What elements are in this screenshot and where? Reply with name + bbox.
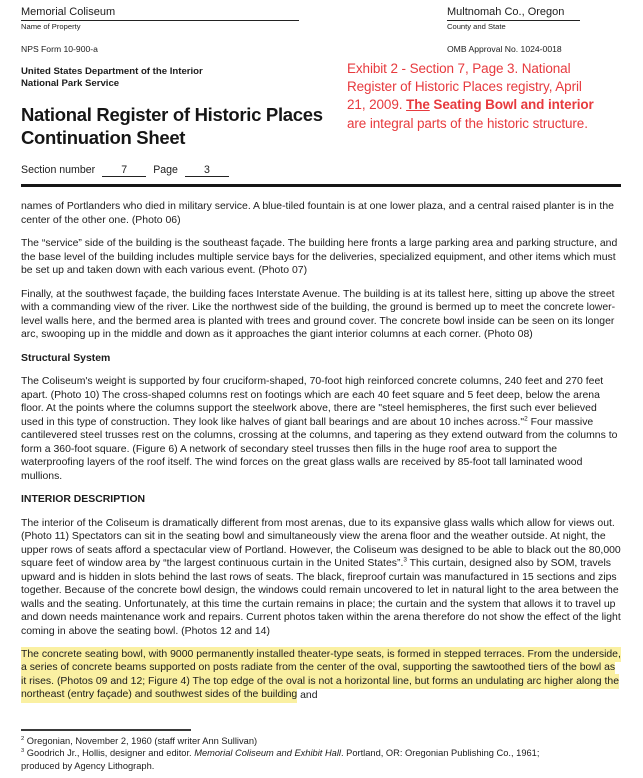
county-state-block (447, 6, 580, 32)
agency-line-1: United States Department of the Interior (21, 66, 203, 77)
section-number-label: Section number (21, 164, 96, 176)
body-paragraph-5: The interior of the Coliseum is dramatically different from most arenas, due to its expansive glass walls which allow for views out. (Photo 11) Spectators can sit in the seating bowl and simultaneously view the arena floor and the weather outside. At night, the upper rows of seats afford a spectacular view of Portland. However, the Coliseum was designed to be able to black out the 80,000 square feet of window area by “the largest continuous curtain in the United States”.$^3$ This curtain, designed also by SOM, travels upward and is hidden in slots behind the last rows of seats. The black, fireproof curtain was manufactured in 15 sections and zips together. Because of the concrete bowl design, the windows could remain uncovered to let in natural light to the area between the walls and the seating. Unfortunately, at this time the curtain remains in place; the curtain and the system that allows it to travel up and down needs maintenance work and repairs. Current photos taken within the arena therefore do not show the effect of the light coming in above the seating bowl. (Photos 12 and 14) (21, 517, 621, 637)
section-number-value: 7 (102, 164, 146, 177)
page-label: Page (153, 164, 178, 176)
agency-line-2: National Park Service (21, 77, 120, 89)
omb-approval-number: OMB Approval No. 1024-0018 (447, 44, 562, 54)
footnotes-block (21, 729, 621, 772)
body-text (21, 200, 621, 702)
section-page-row (21, 163, 621, 177)
property-name-label: Name of Property (21, 22, 81, 31)
heading-interior-description: INTERIOR DESCRIPTION (21, 494, 146, 505)
page-number-value: 3 (185, 164, 229, 177)
body-paragraph-3: Finally, at the southwest façade, the building faces Interstate Avenue. The building is at its tallest here, sitting up above the street with a commanding view of the river. Like the northwest side of the building, the ground is bermed up to meet the concrete lower-level walls here, and the bermed area is planted with trees and ground cover. The concrete bowl inside can be seen on its longer arc, swooping up in the middle and down as it approaches the giant interior columns at each corner. (Photo 08) (21, 288, 616, 340)
document-title-line-2: Continuation Sheet (21, 127, 186, 148)
property-name: Memorial Coliseum (21, 6, 299, 21)
nps-form-number: NPS Form 10-900-a (21, 44, 98, 54)
form-number-row (21, 44, 621, 54)
body-paragraph-6-highlighted: The concrete seating bowl, with 9000 permanently installed theater-type seats, is formed in stepped terraces. From the underside, a series of concrete beams supported on posts radiate from the center of the oval, supporting the sawtoothed tiers of the bowl as it rises. (Photos 09 and 12; Figure 4) The top edge of the oval is not a horizontal line, but forms an undulating arc higher along the northeast (entry façade) and southwest sides of the building and (21, 648, 621, 702)
property-name-block (21, 6, 299, 32)
header-property-row (21, 6, 621, 32)
document-title-line-1: National Register of Historic Places (21, 104, 323, 125)
red-exhibit-annotation: Exhibit 2 - Section 7, Page 3. National Register of Historic Places registry, April 21, 2009. The Seating Bowl and interior are integral parts of the historic structure. (347, 61, 594, 131)
body-paragraph-2: The “service” side of the building is the southeast façade. The building here fronts a large parking area and parking structure, and the base level of the building includes multiple service bays for the deliveries, specialized equipment, and other items which must be set up and taken down with each various event. (Photo 07) (21, 238, 618, 276)
header-divider-rule (21, 184, 621, 187)
body-paragraph-4: The Coliseum's weight is supported by four cruciform-shaped, 70-foot high reinforced concrete columns, 240 feet and 270 feet apart. (Photo 10) The cross-shaped columns rest on footings which are each 40 feet square and 5 feet deep, below the arena floor. At the points where the columns support the steelwork above, there are "steel hemispheres, the first such ever believed used in this type of construction. They look like halves of giant ball bearings and are about 10 inches across."$^2$ Four massive cantilevered steel trusses rest on the columns, crossing at the columns, and tapering as they extend outward from the columns to form a 360-foot square. (Figure 6) A network of secondary steel trusses then fills in the huge roof area to support the waterproofing layers of the roof itself. The wind forces on the great glass walls are received by 85-foot tall laminated wood mullions. (21, 376, 618, 482)
heading-structural-system: Structural System (21, 352, 111, 364)
footnote-3: $^3$ Goodrich Jr., Hollis, designer and editor. Memorial Coliseum and Exhibit Hall. Portland, OR: Oregonian Publishing Co., 1961; produced by Agency Lithograph. (21, 748, 540, 771)
county-state-label: County and State (447, 22, 506, 31)
county-state: Multnomah Co., Oregon (447, 6, 580, 21)
body-paragraph-1: names of Portlanders who died in military service. A blue-tiled fountain is at one lower plaza, and a central raised planter is in the center of the other one. (Photo 06) (21, 201, 614, 226)
footnote-divider-rule (21, 729, 191, 731)
footnote-2: $^2$ Oregonian, November 2, 1960 (staff writer Ann Sullivan) (21, 735, 258, 746)
